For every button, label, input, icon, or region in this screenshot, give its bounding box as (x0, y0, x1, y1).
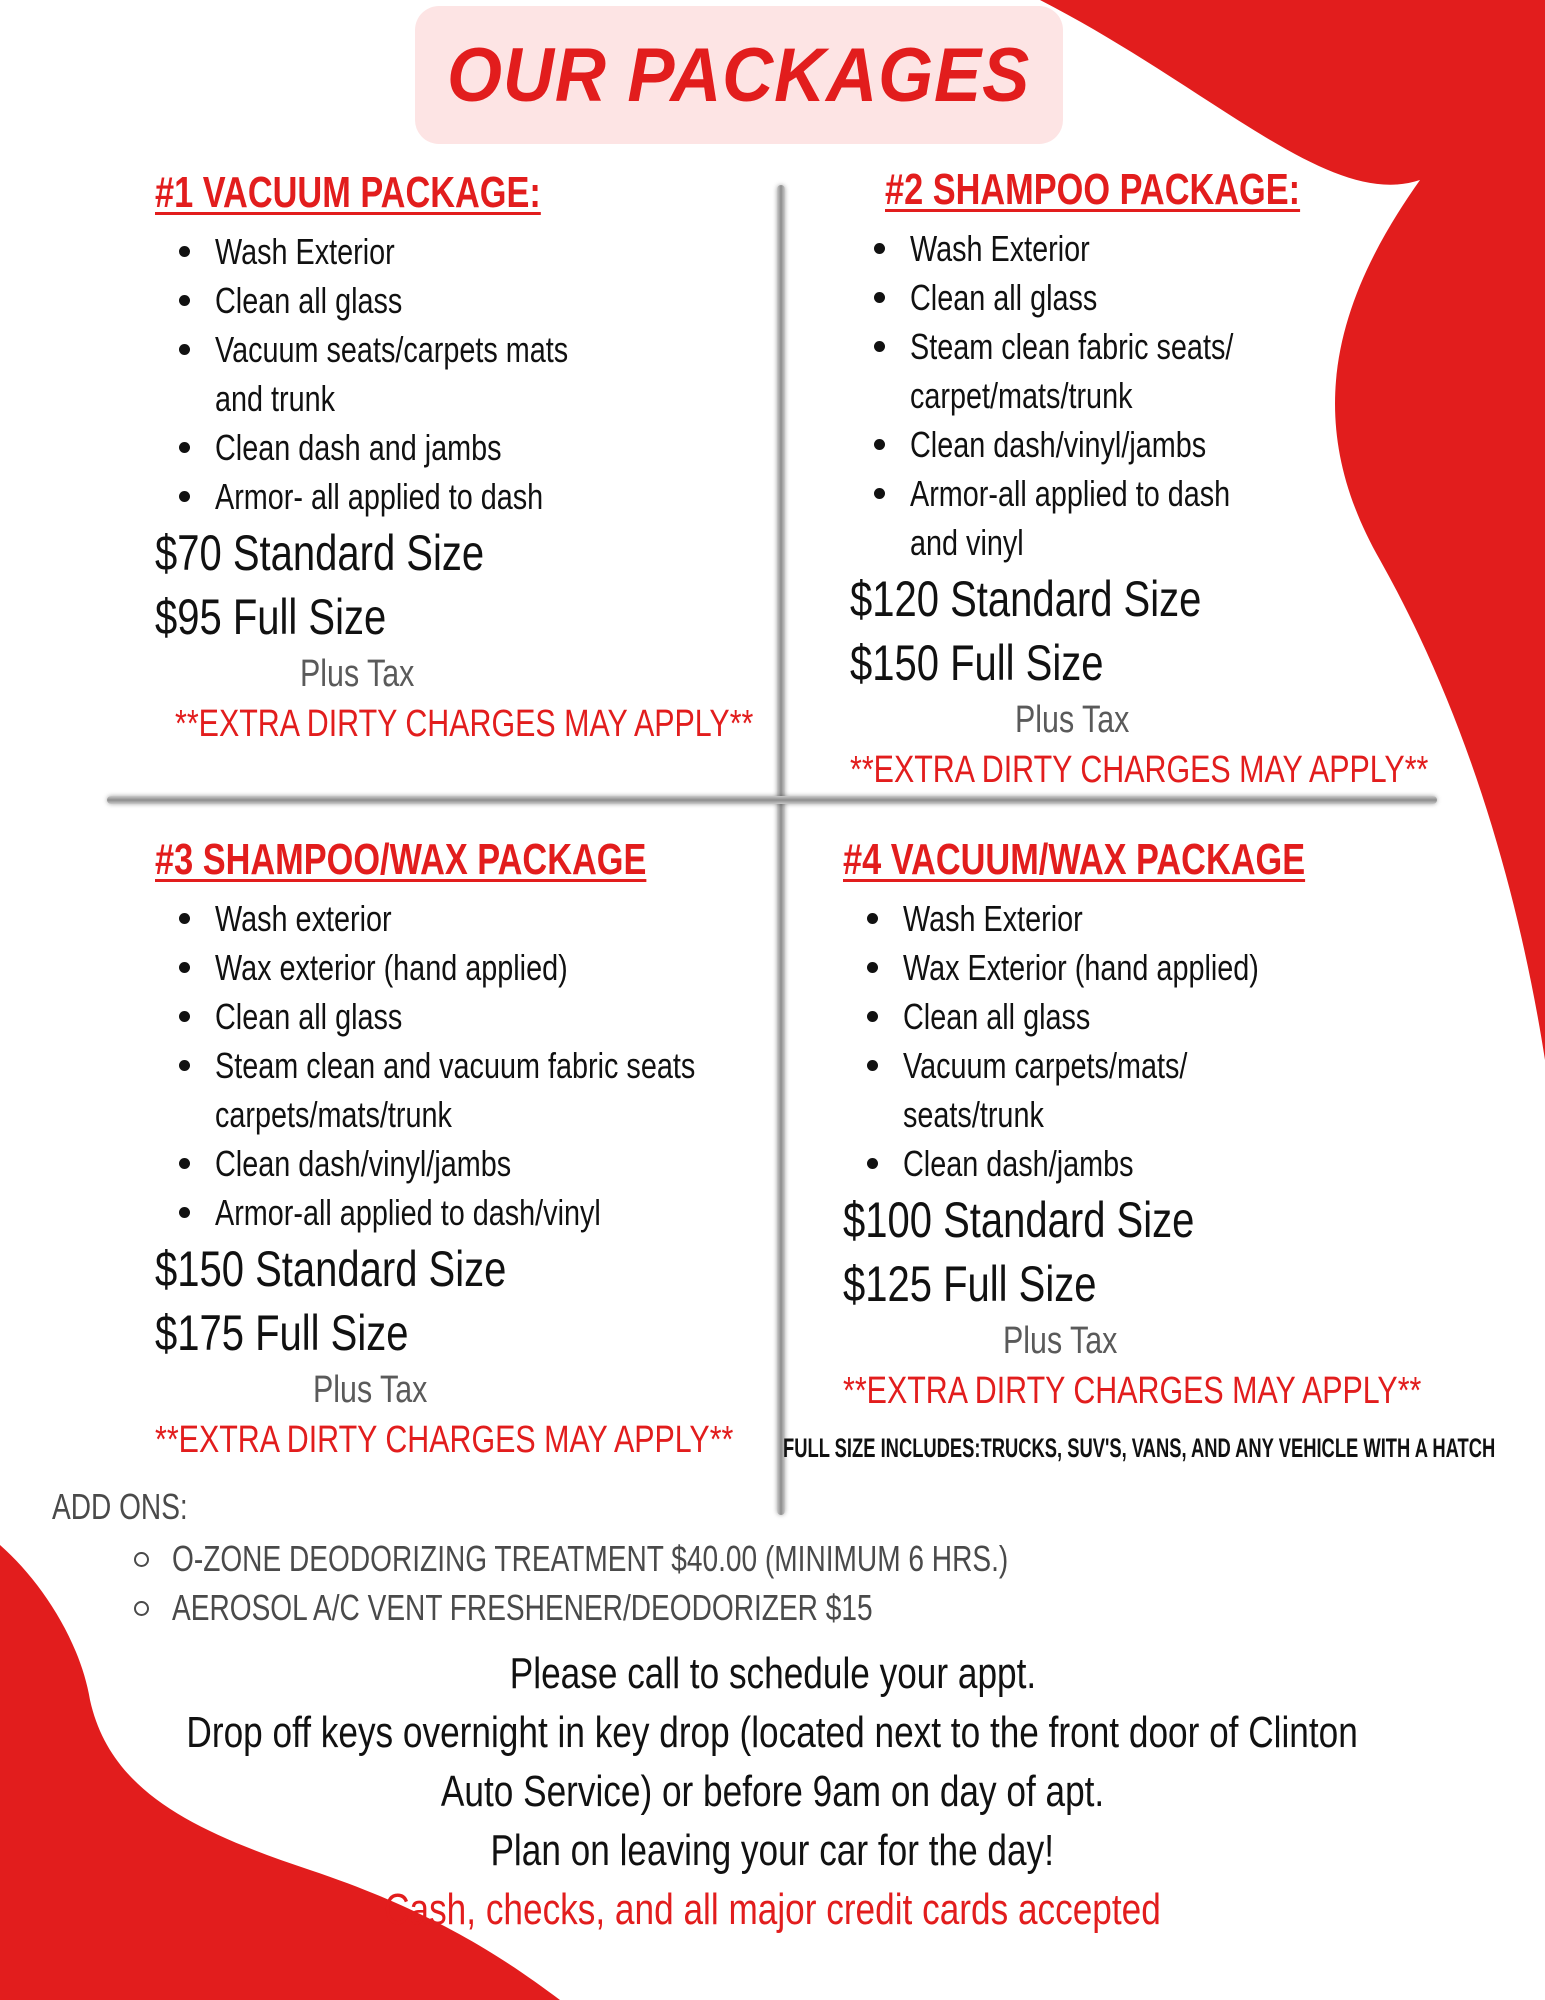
extra-charges-note: **EXTRA DIRTY CHARGES MAY APPLY** (175, 703, 754, 745)
add-ons-list (52, 1534, 1244, 1632)
price-standard: $150 Standard Size (155, 1241, 507, 1297)
package-items (155, 227, 898, 521)
list-item: Wash Exterior (155, 227, 898, 276)
package-items (843, 894, 1545, 1188)
package-title: #4 VACUUM/WAX PACKAGE (843, 835, 1306, 884)
list-item: Armor-all applied to dash/vinyl (155, 1188, 878, 1237)
package-items (155, 894, 878, 1237)
list-item: Wash Exterior (850, 224, 1545, 273)
list-item: Clean all glass (155, 992, 878, 1041)
add-ons-section (52, 1484, 1244, 1632)
package-items (850, 224, 1545, 567)
list-item: O-ZONE DEODORIZING TREATMENT $40.00 (MINIMUM 6 HRS.) (52, 1534, 1244, 1583)
list-item: Steam clean fabric seats/ (850, 322, 1545, 371)
package-title: #1 VACUUM PACKAGE: (155, 168, 541, 217)
list-item: Wax Exterior (hand applied) (843, 943, 1545, 992)
package-3 (155, 832, 878, 1465)
list-item: Vacuum carpets/mats/ (843, 1041, 1545, 1090)
footer-line: Auto Service) or before 9am on day of apt. (440, 1767, 1105, 1816)
list-item: Clean all glass (850, 273, 1545, 322)
list-item: Clean dash/vinyl/jambs (155, 1139, 878, 1188)
list-item: Vacuum seats/carpets mats (155, 325, 898, 374)
price-full: $125 Full Size (843, 1256, 1097, 1312)
list-item: Wash exterior (155, 894, 878, 943)
title-banner (415, 6, 1063, 144)
price-standard: $100 Standard Size (843, 1192, 1195, 1248)
footer-line: Drop off keys overnight in key drop (located next to the front door of Clinton (186, 1708, 1359, 1757)
plus-tax-label: Plus Tax (300, 653, 415, 695)
price-full: $95 Full Size (155, 589, 387, 645)
list-item: Clean all glass (155, 276, 898, 325)
list-item: Wash Exterior (843, 894, 1545, 943)
list-item-continuation: and vinyl (910, 522, 1024, 563)
payment-methods: Cash, checks, and all major credit cards accepted (384, 1885, 1161, 1934)
footer-line: Please call to schedule your appt. (509, 1649, 1036, 1698)
list-item-continuation: carpets/mats/trunk (215, 1094, 452, 1135)
list-item: Clean dash/vinyl/jambs (850, 420, 1545, 469)
price-standard: $120 Standard Size (850, 571, 1202, 627)
footer-line: Plan on leaving your car for the day! (490, 1826, 1055, 1875)
footer-instructions (0, 1644, 1545, 1939)
horizontal-divider (107, 796, 1437, 804)
extra-charges-note: **EXTRA DIRTY CHARGES MAY APPLY** (155, 1419, 734, 1461)
list-item: Clean all glass (843, 992, 1545, 1041)
list-item-continuation: seats/trunk (903, 1094, 1044, 1135)
page-title: OUR PACKAGES (447, 32, 1031, 118)
extra-charges-note: **EXTRA DIRTY CHARGES MAY APPLY** (843, 1370, 1422, 1412)
price-standard: $70 Standard Size (155, 525, 485, 581)
list-item: Clean dash and jambs (155, 423, 898, 472)
add-ons-title: ADD ONS: (52, 1486, 188, 1527)
list-item-continuation: carpet/mats/trunk (910, 375, 1133, 416)
package-1 (155, 165, 898, 749)
extra-charges-note: **EXTRA DIRTY CHARGES MAY APPLY** (850, 749, 1429, 791)
package-title: #3 SHAMPOO/WAX PACKAGE (155, 835, 647, 884)
list-item: Steam clean and vacuum fabric seats (155, 1041, 878, 1090)
package-4 (843, 832, 1545, 1416)
plus-tax-label: Plus Tax (313, 1369, 428, 1411)
package-title: #2 SHAMPOO PACKAGE: (885, 165, 1301, 214)
list-item: Armor- all applied to dash (155, 472, 898, 521)
list-item-continuation: and trunk (215, 378, 336, 419)
price-full: $175 Full Size (155, 1305, 409, 1361)
package-2 (850, 162, 1545, 795)
list-item: Clean dash/jambs (843, 1139, 1545, 1188)
plus-tax-label: Plus Tax (1015, 699, 1130, 741)
full-size-note: FULL SIZE INCLUDES:TRUCKS, SUV'S, VANS, AND ANY VEHICLE WITH A HATCH (783, 1433, 1496, 1463)
list-item: Armor-all applied to dash (850, 469, 1545, 518)
list-item: Wax exterior (hand applied) (155, 943, 878, 992)
price-full: $150 Full Size (850, 635, 1104, 691)
plus-tax-label: Plus Tax (1003, 1320, 1118, 1362)
list-item: AEROSOL A/C VENT FRESHENER/DEODORIZER $15 (52, 1583, 1244, 1632)
